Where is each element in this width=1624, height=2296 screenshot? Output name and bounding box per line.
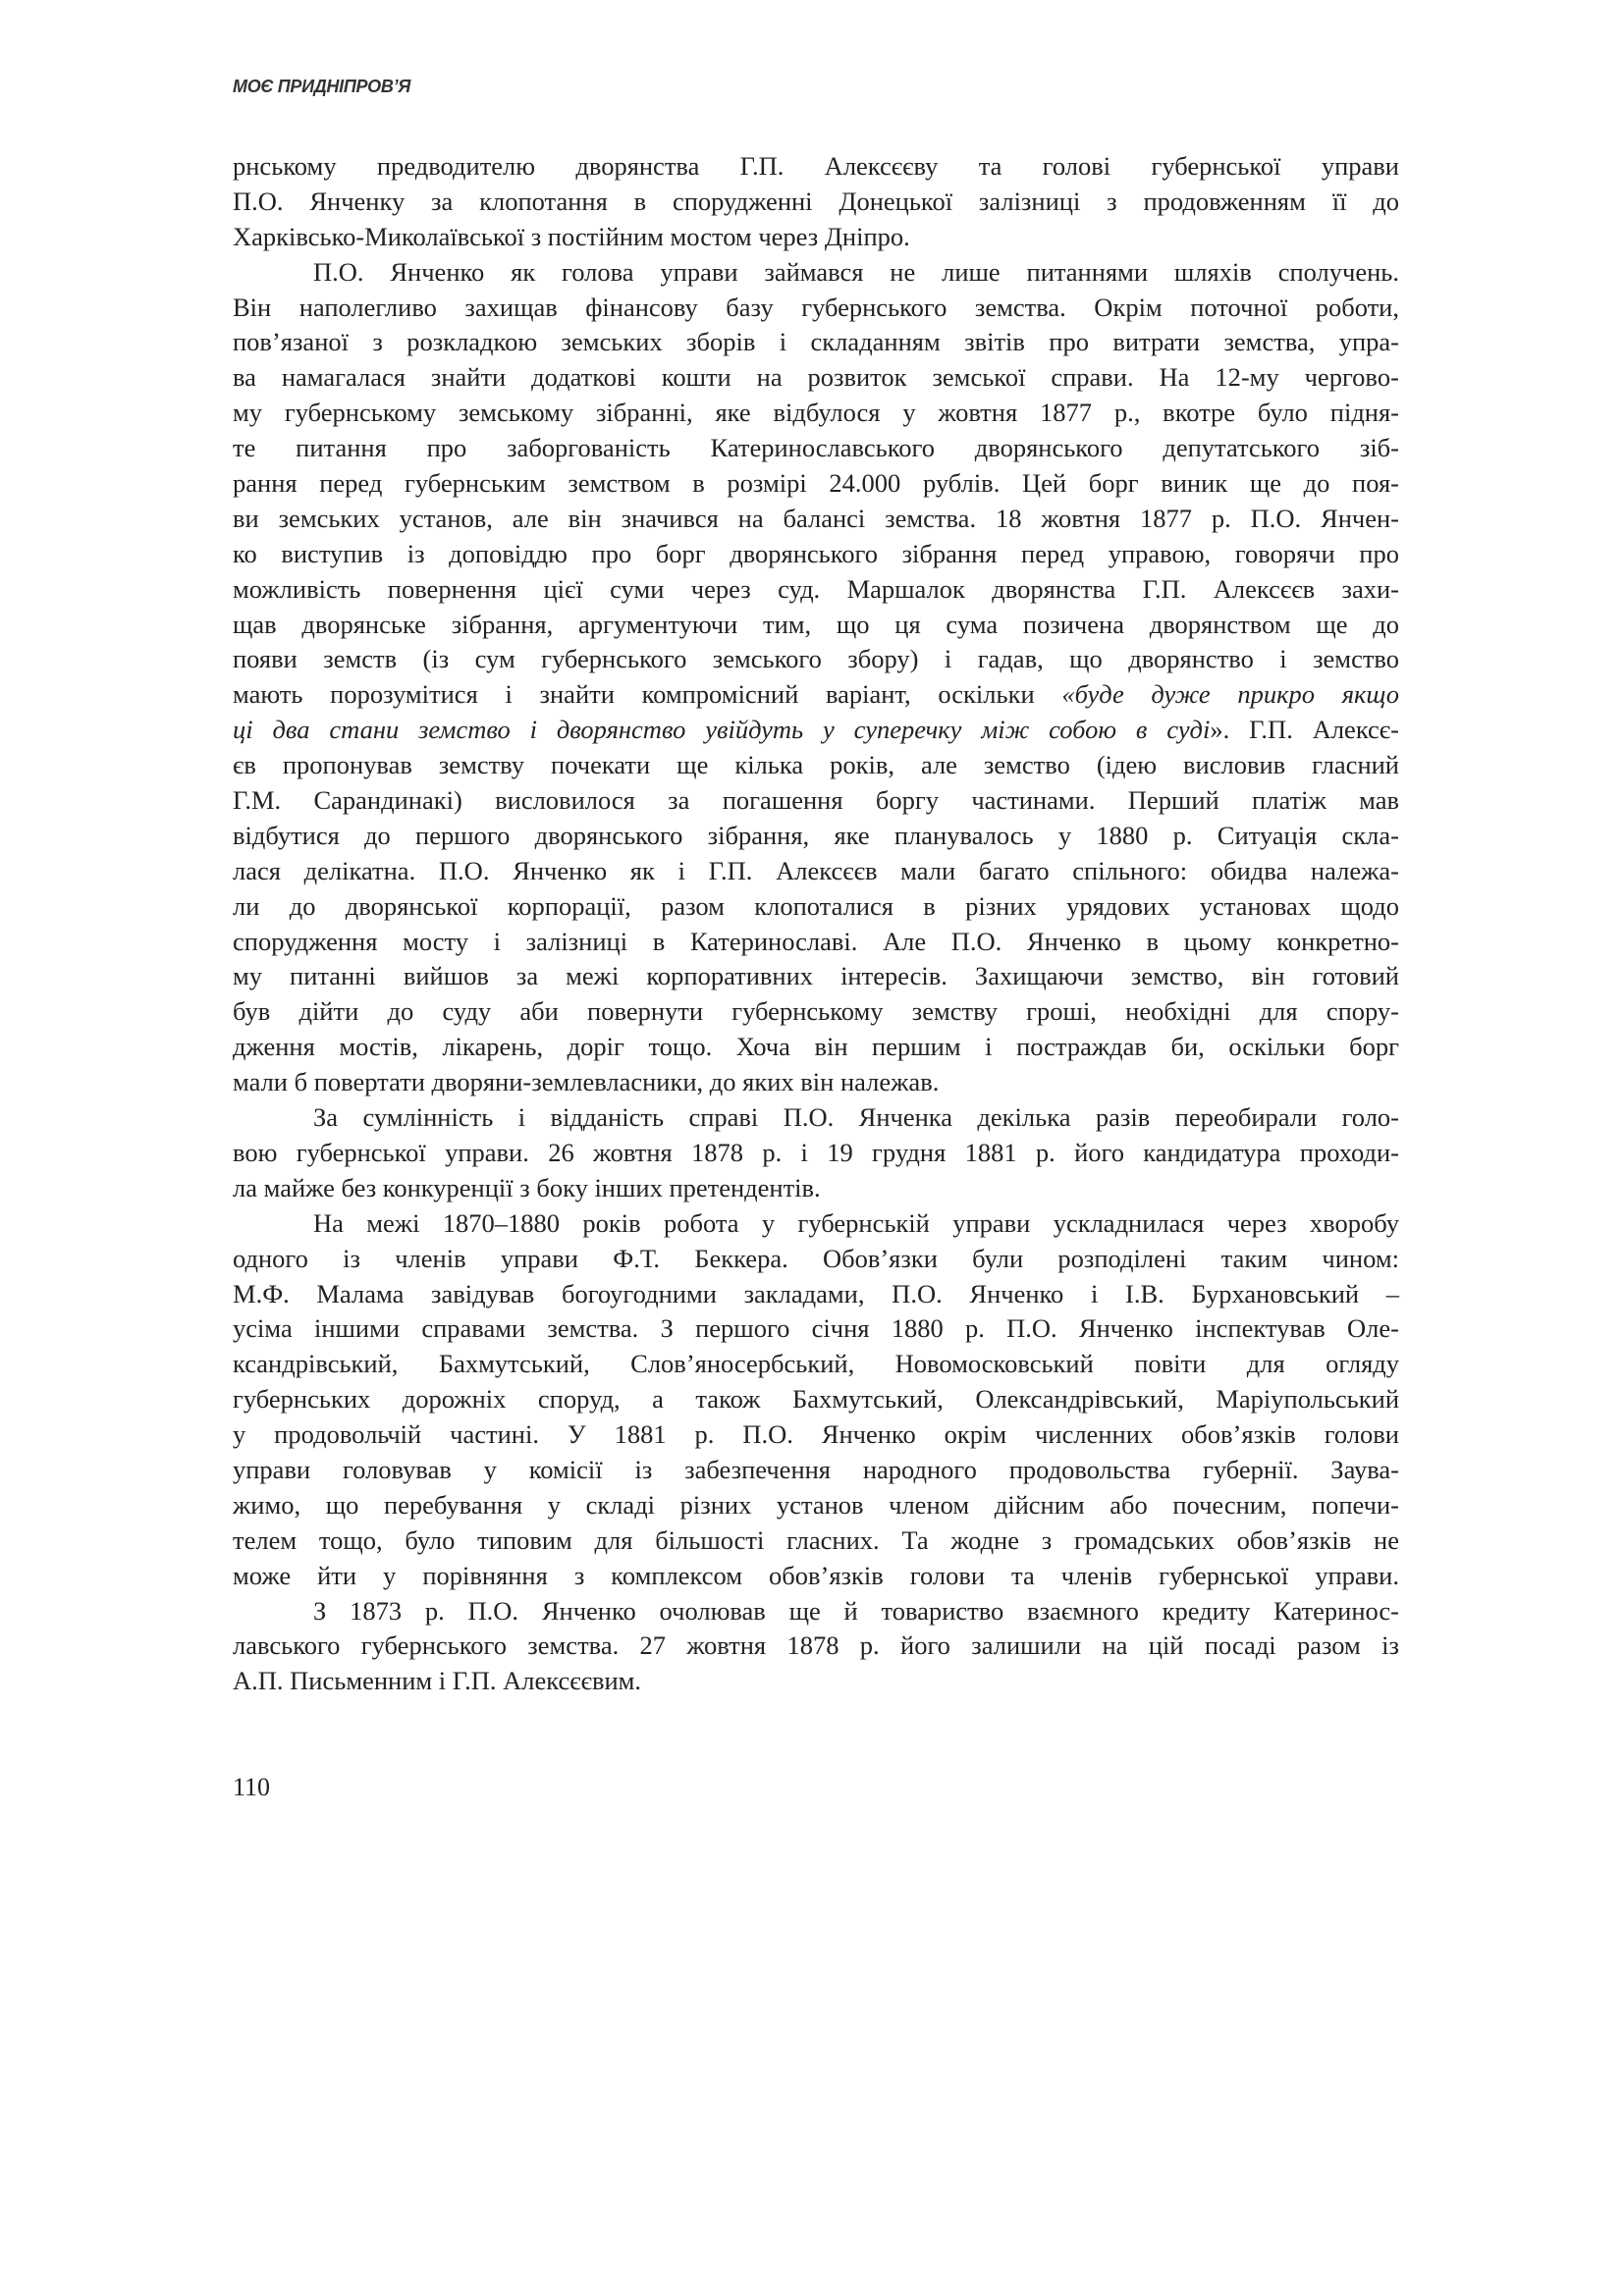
text-segment: ва намагалася знайти додаткові кошти на розвиток земської справи. На 12-му черговo- [233,362,1399,393]
text-segment: А.П. Письменним і Г.П. Алексєєвим. [233,1666,642,1696]
page-number: 110 [233,1773,271,1801]
text-line [233,1417,1399,1453]
text-line [233,360,1399,396]
text-line [233,1523,1399,1559]
text-segment: Він наполегливо захищав фінансову базу губернського земства. Окрім поточної роботи, [233,292,1399,322]
text-line [233,1100,1399,1136]
text-line [233,1382,1399,1417]
running-header: МОЄ ПРИДНІПРОВ’Я [233,77,411,96]
text-segment: єв пропонував земству почекати ще кілька років, але земство (ідею висловив гласний [233,750,1399,780]
text-line [233,1453,1399,1488]
text-segment: ви земських установ, але він значився на балансі земства. 18 жовтня 1877 р. П.О. Янчен- [233,503,1399,533]
text-line [233,713,1399,748]
text-line [233,149,1399,185]
text-segment: був дійти до суду аби повернути губернському земству гроші, необхідні для спору- [233,996,1399,1027]
text-line [233,396,1399,431]
text-segment: усіма іншими справами земства. З першого січня 1880 р. П.О. Янченко інспектував Оле- [233,1313,1399,1344]
text-line [233,1311,1399,1347]
text-segment: лася делікатна. П.О. Янченко як і Г.П. Алексєєв мали багато спільного: обидва належа- [233,855,1399,885]
body-text [233,149,1399,1699]
text-line [233,854,1399,889]
text-segment: спорудження мосту і залізниці в Катеринославі. Але П.О. Янченко в цьому конкретно- [233,926,1399,956]
text-line [233,1065,1399,1100]
text-segment: рання перед губернським земством в розмірі 24.000 рублів. Цей борг виник ще до поя- [233,468,1399,499]
text-segment: вою губернської управи. 26 жовтня 1878 р. і 19 грудня 1881 р. його кандидатура проходи- [233,1137,1399,1167]
text-segment: ксандрівський, Бахмутський, Слов’яносербський, Новомосковський повіти для огляду [233,1349,1399,1379]
text-segment: у продовольчій частині. У 1881 р. П.О. Янченко окрім численних обов’язків голови [233,1419,1399,1450]
text-line [233,1136,1399,1171]
text-line [233,466,1399,502]
text-line [233,1559,1399,1594]
text-line [233,1030,1399,1065]
text-line [233,502,1399,537]
text-line [233,677,1399,713]
text-segment: П.О. Янченку за клопотання в спорудженні Донецької залізниці з продовженням її до [233,186,1399,216]
text-line [233,185,1399,220]
text-segment: П.О. Янченко як голова управи займався не лише питаннями шляхів сполучень. [313,256,1399,287]
text-line [233,325,1399,360]
text-segment: губернських дорожніх споруд, а також Бахмутський, Олександрівський, Маріупольський [233,1384,1399,1415]
text-line [233,291,1399,326]
italic-quote-segment: ці два стани земство і дворянство увійдуть у суперечку між собою в суді [233,715,1211,745]
text-line [233,748,1399,783]
text-line [233,572,1399,608]
text-segment: Харківсько-Миколаївської з постійним мостом через Дніпро. [233,221,910,251]
text-line [233,642,1399,677]
text-line [233,889,1399,925]
text-segment: му питанні вийшов за межі корпоративних інтересів. Захищаючи земство, він готовий [233,961,1399,991]
text-segment: те питання про заборгованість Катеринославського дворянського депутатського зіб- [233,433,1399,463]
italic-quote-segment: «буде дуже прикро якщо [1061,679,1399,710]
text-segment: Г.М. Сарандинакі) висловилося за погашення боргу частинами. Перший платіж мав [233,785,1399,816]
text-line [233,1594,1399,1629]
text-line [233,994,1399,1030]
text-line [233,959,1399,994]
text-segment: відбутися до першого дворянського зібрання, яке планувалось у 1880 р. Ситуація скла- [233,820,1399,850]
text-line [233,925,1399,960]
text-segment: З 1873 р. П.О. Янченко очолював ще й товариство взаємного кредиту Катеринос- [313,1595,1399,1626]
text-segment: управи головував у комісії із забезпечення народного продовольства губернії. Заува- [233,1454,1399,1484]
text-line [233,431,1399,466]
text-segment: телем тощо, було типовим для більшості гласних. Та жодне з громадських обов’язків не [233,1524,1399,1555]
text-line [233,1277,1399,1312]
text-segment: ко виступив із доповіддю про борг дворянського зібрання перед управою, говорячи про [233,538,1399,568]
text-segment: ». Г.П. Алексє- [1210,715,1399,745]
text-segment: М.Ф. Малама завідував богоугодними закладами, П.О. Янченко і І.В. Бурхановський – [233,1278,1399,1308]
text-line [233,819,1399,854]
text-segment: може йти у порівняння з комплексом обов’язків голови та членів губернської управи. [233,1560,1399,1590]
text-line [233,1629,1399,1664]
text-segment: На межі 1870–1880 років робота у губернській управи ускладнилася через хворобу [313,1207,1399,1238]
text-segment: появи земств (із сум губернського земського збору) і гадав, що дворянство і земство [233,644,1399,674]
text-segment: ли до дворянської корпорації, разом клопоталися в різних урядових установах щодо [233,890,1399,921]
text-line [233,1206,1399,1242]
text-line [233,1664,1399,1699]
text-segment: За сумлінність і відданість справі П.О. Янченка декілька разів переобирали голо- [313,1102,1399,1133]
text-segment: жимо, що перебування у складі різних установ членом дійсним або почесним, попечи- [233,1489,1399,1520]
text-segment: щав дворянське зібрання, аргументуючи тим, що ця сума позичена дворянством ще до [233,609,1399,639]
text-line [233,1242,1399,1277]
text-segment: лавського губернського земства. 27 жовтня 1878 р. його залишили на цій посаді разом із [233,1630,1399,1661]
text-line [233,255,1399,291]
text-segment: можливість повернення цієї суми через суд. Маршалок дворянства Г.П. Алексєєв захи- [233,573,1399,604]
text-segment: одного із членів управи Ф.Т. Беккера. Обов’язки були розподілені таким чином: [233,1243,1399,1273]
text-segment: ла майже без конкуренції з боку інших претендентів. [233,1172,821,1202]
text-line [233,220,1399,255]
text-segment: рнському предводителю дворянства Г.П. Алексєєву та голові губернської управи [233,151,1399,181]
text-line [233,1171,1399,1206]
text-line [233,537,1399,572]
text-line [233,608,1399,643]
text-line [233,783,1399,819]
text-line [233,1488,1399,1523]
text-segment: мали б повертати дворяни-землевласники, до яких він належав. [233,1067,940,1097]
text-segment: дження мостів, лікарень, доріг тощо. Хоча він першим і постраждав би, оскільки борг [233,1032,1399,1062]
text-segment: пов’язаної з розкладкою земських зборів і складанням звітів про витрати земства, упра- [233,327,1399,357]
text-segment: му губернському земському зібранні, яке відбулося у жовтня 1877 р., вкотре було підня- [233,398,1399,428]
text-segment: мають порозумітися і знайти компромісний варіант, оскільки [233,679,1062,710]
text-line [233,1347,1399,1382]
